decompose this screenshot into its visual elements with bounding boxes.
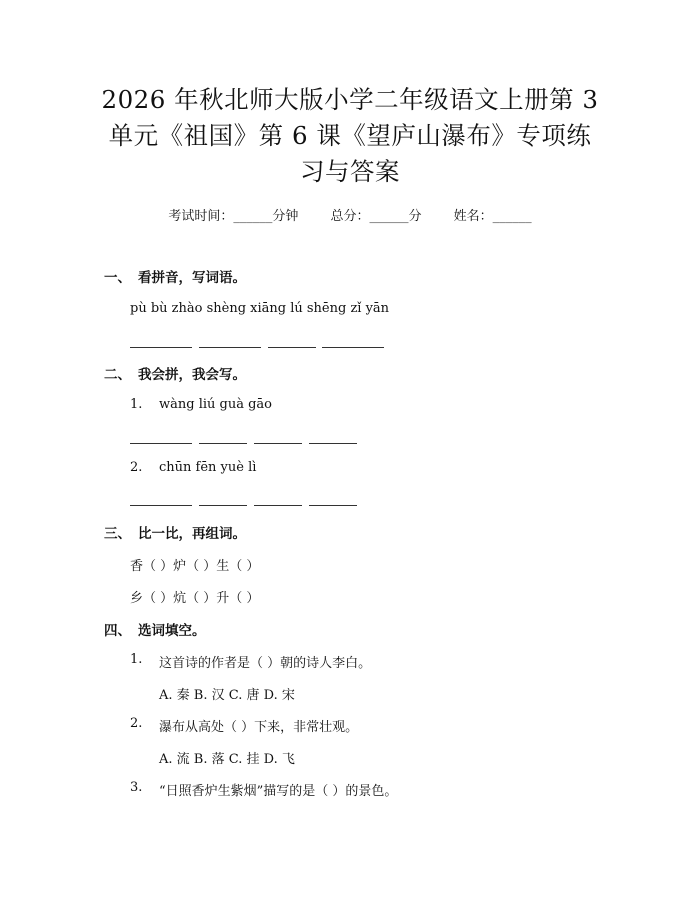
question-text: 瀑布从高处（ ）下来，非常壮观。 — [159, 720, 359, 735]
section-4-heading — [104, 619, 206, 639]
question-number: 1. — [130, 652, 143, 667]
question-number: 2. — [130, 460, 143, 475]
question-pinyin: chūn fēn yuè lì — [159, 460, 257, 475]
title-line: 2026 年秋北师大版小学二年级语文上册第 3 — [101, 85, 599, 114]
question-options: A. 秦 B. 汉 C. 唐 D. 宋 — [159, 688, 295, 703]
section-title: 看拼音，写词语。 — [138, 270, 246, 286]
document-title — [95, 82, 605, 190]
exam-meta — [0, 205, 700, 224]
question-text: 这首诗的作者是（ ）朝的诗人李白。 — [159, 656, 372, 671]
question-number: 3. — [130, 780, 143, 795]
answer-blank[interactable] — [309, 429, 357, 444]
question-options: A. 流 B. 落 C. 挂 D. 飞 — [159, 752, 295, 767]
section-3-heading — [104, 522, 246, 542]
section-2-heading — [104, 363, 246, 383]
section-number: 四、 — [104, 623, 131, 639]
title-line: 习与答案 — [300, 157, 400, 186]
compare-row: 乡（ ）炕（ ）升（ ） — [130, 591, 260, 606]
answer-blank[interactable] — [199, 429, 247, 444]
compare-row: 香（ ）炉（ ）生（ ） — [130, 559, 260, 574]
answer-blank[interactable] — [130, 491, 192, 506]
section-title: 选词填空。 — [138, 623, 206, 639]
exam-score: 总分：______分 — [330, 209, 422, 224]
question-number: 2. — [130, 716, 143, 731]
answer-blank[interactable] — [199, 333, 261, 348]
section-1-pinyin: pù bù zhào shèng xiāng lú shēng zǐ yān — [130, 301, 390, 316]
section-number: 一、 — [104, 270, 131, 286]
answer-blank[interactable] — [130, 333, 192, 348]
question-pinyin: wàng liú guà gāo — [159, 397, 273, 412]
section-title: 比一比，再组词。 — [138, 526, 246, 542]
answer-blank[interactable] — [130, 429, 192, 444]
question-number: 1. — [130, 397, 143, 412]
question-text: “日照香炉生紫烟”描写的是（ ）的景色。 — [159, 784, 398, 799]
student-name: 姓名：______ — [453, 209, 532, 224]
answer-blank[interactable] — [254, 491, 302, 506]
section-1-heading — [104, 266, 246, 286]
answer-blank[interactable] — [309, 491, 357, 506]
section-title: 我会拼，我会写。 — [138, 367, 246, 383]
exam-time: 考试时间：______分钟 — [168, 209, 299, 224]
section-number: 三、 — [104, 526, 131, 542]
section-number: 二、 — [104, 367, 131, 383]
answer-blank[interactable] — [322, 333, 384, 348]
answer-blank[interactable] — [199, 491, 247, 506]
title-line: 单元《祖国》第 6 课《望庐山瀑布》专项练 — [108, 121, 592, 150]
answer-blank[interactable] — [254, 429, 302, 444]
answer-blank[interactable] — [268, 333, 316, 348]
